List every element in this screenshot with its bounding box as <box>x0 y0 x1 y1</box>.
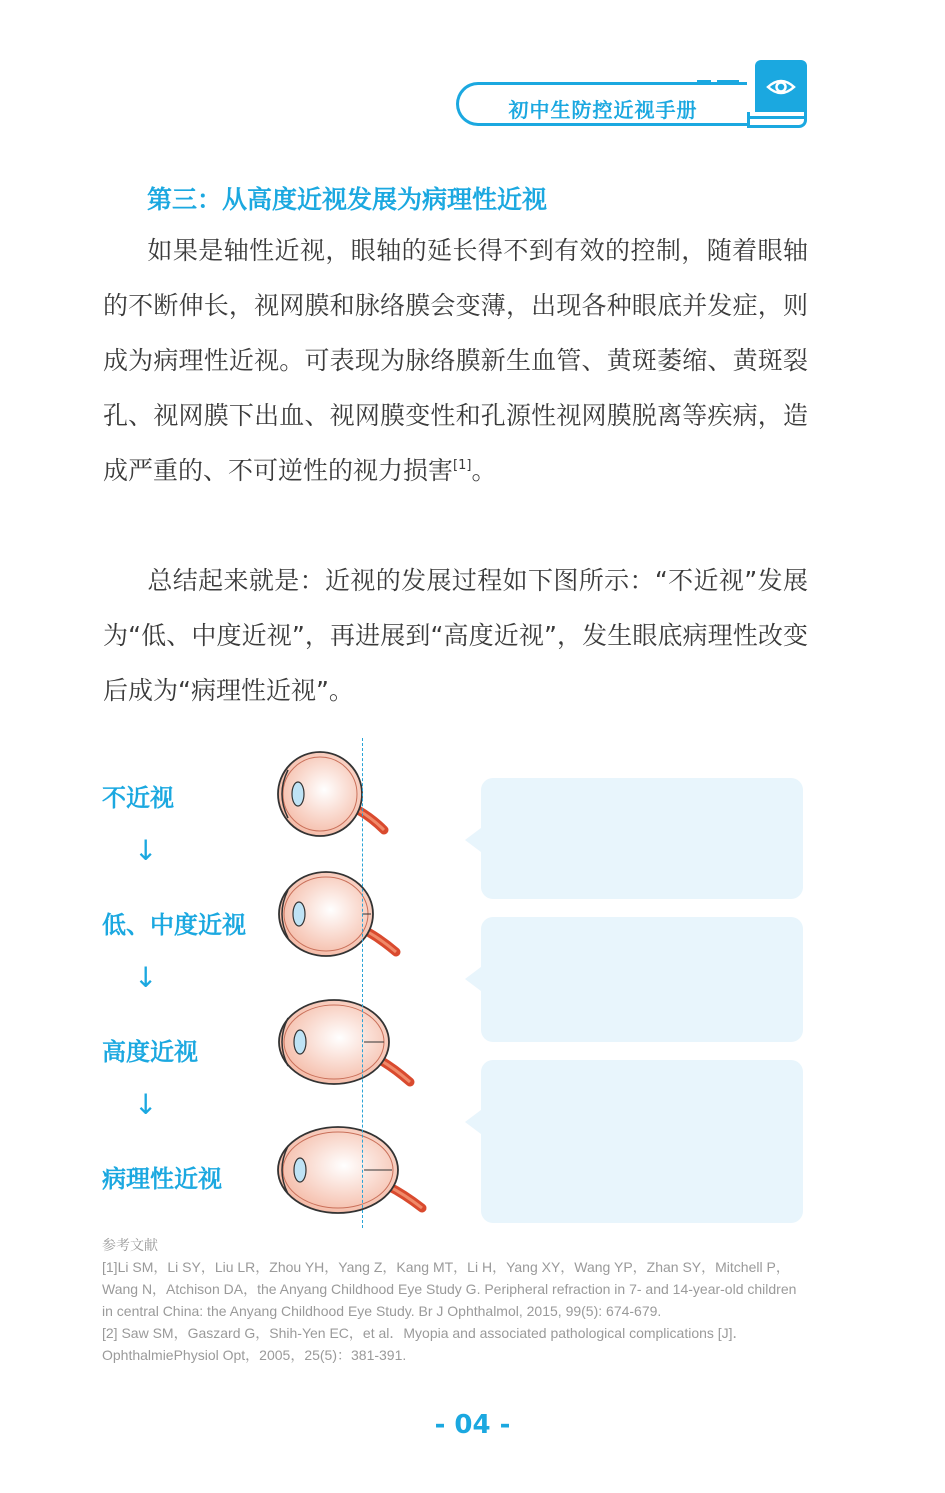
info-bubble <box>481 778 803 899</box>
stage-label-high-myopia: 高度近视 <box>102 1038 198 1066</box>
section-title: 第三：从高度近视发展为病理性近视 <box>147 185 548 214</box>
down-arrow-icon: ↓ <box>134 834 158 867</box>
reference-dashed-line <box>362 738 363 1228</box>
info-bubble <box>481 917 803 1042</box>
paragraph-summary <box>103 553 808 718</box>
handbook-title: 初中生防控近视手册 <box>508 98 698 122</box>
header-book-line <box>747 116 807 119</box>
high-myopia-eye-icon <box>276 996 426 1100</box>
paragraph-pathologic-myopia <box>103 223 808 498</box>
citation-ref: [1] <box>453 458 472 473</box>
page-number: - 04 - <box>434 1410 511 1440</box>
stage-label-no-myopia: 不近视 <box>102 784 174 812</box>
stage-label-low-myopia: 低、中度近视 <box>102 911 246 939</box>
references-heading: 参考文献 <box>102 1237 158 1253</box>
info-bubble <box>481 1060 803 1223</box>
header-tab <box>456 82 747 126</box>
header-book-base <box>747 112 807 128</box>
references <box>102 1234 804 1366</box>
down-arrow-icon: ↓ <box>134 1088 158 1121</box>
reference-item: [2] Saw SM，Gaszard G，Shih-Yen EC，et al．Myopia and associated pathological complications [J]．OphthalmiePhysiol Opt，2005，25(5)：381-391. <box>102 1325 747 1363</box>
paragraph-end: 。 <box>471 456 497 485</box>
paragraph-text: 如果是轴性近视，眼轴的延长得不到有效的控制，随着眼轴的不断伸长，视网膜和脉络膜会变薄，出现各种眼底并发症，则成为病理性近视。可表现为脉络膜新生血管、黄斑萎缩、黄斑裂孔、视网膜下出血、视网膜变性和孔源性视网膜脱离等疾病，造成严重的、不可逆性的视力损害 <box>103 236 808 485</box>
stage-label-pathologic-myopia: 病理性近视 <box>102 1165 222 1193</box>
pathologic-myopia-eye-icon <box>276 1122 436 1226</box>
reference-item: [1]Li SM，Li SY，Liu LR，Zhou YH，Yang Z，Kang MT，Li H，Yang XY，Wang YP，Zhan SY，Mitchell P，Wang N，Atchison DA，the Anyang Childhood Eye Study G. Peripheral refraction in 7- and 14-year-old children in central China: the Anyang Childhood Eye Study. Br J Ophthalmol, 2015, 99(5): 674-679. <box>102 1259 797 1319</box>
low-myopia-eye-icon <box>274 868 414 972</box>
normal-eye-icon <box>272 748 402 852</box>
eye-icon <box>755 60 807 112</box>
down-arrow-icon: ↓ <box>134 961 158 994</box>
paragraph-text: 总结起来就是：近视的发展过程如下图所示：“不近视”发展为“低、中度近视”，再进展到“高度近视”，发生眼底病理性改变后成为“病理性近视”。 <box>103 566 808 705</box>
